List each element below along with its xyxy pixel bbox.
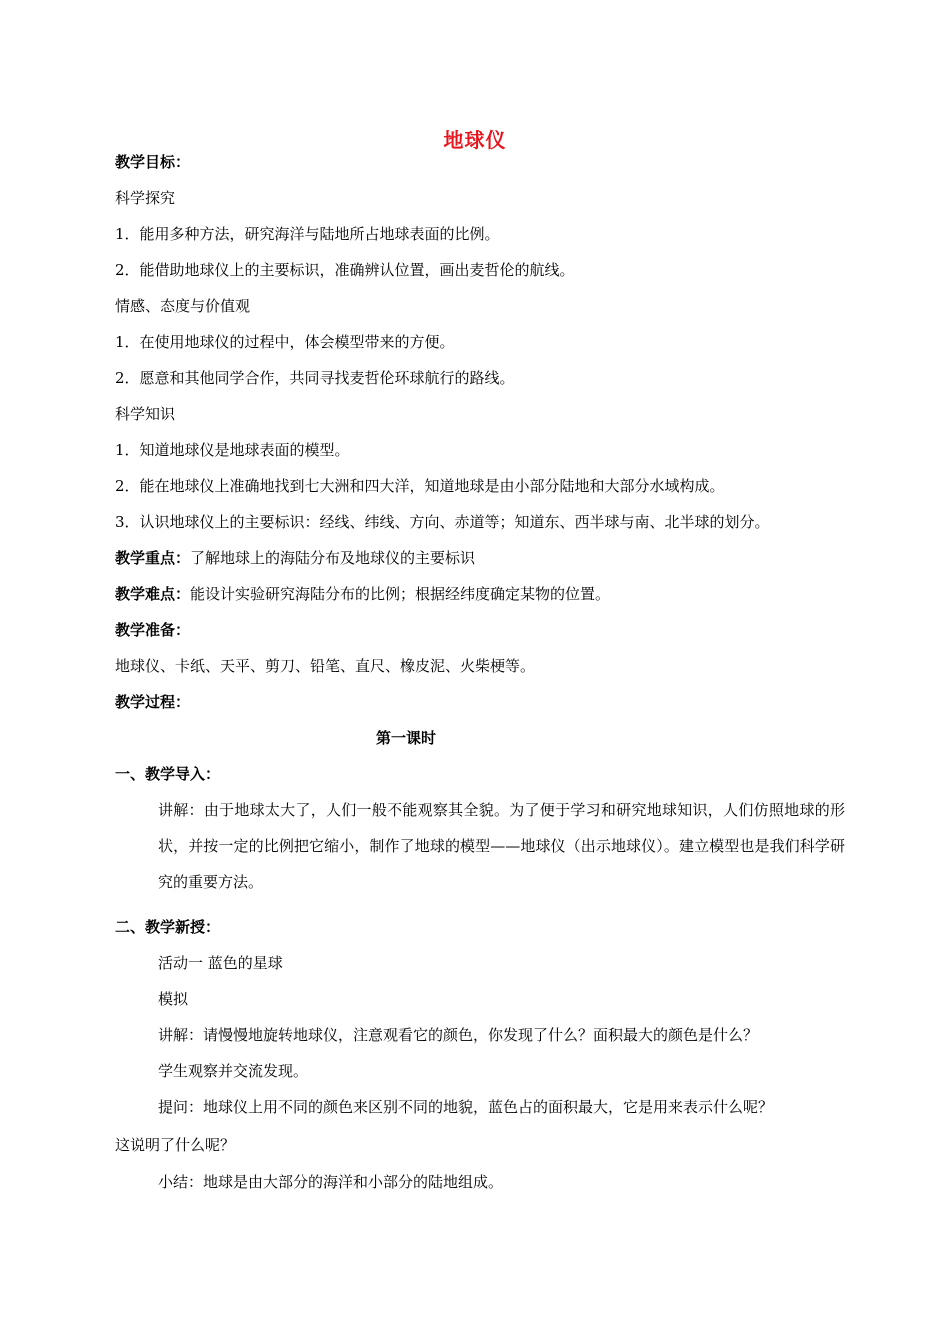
process-label: 教学过程： [115, 693, 191, 711]
key-point-label: 教学重点： [115, 549, 191, 567]
difficulty-text: 能设计实验研究海陆分布的比例；根据经纬度确定某物的位置。 [190, 585, 611, 603]
observe-text: 学生观察并交流发现。 [158, 1062, 309, 1080]
activity-title: 活动一 蓝色的星球 [158, 954, 283, 972]
explain-text: 讲解：请慢慢地旋转地球仪，注意观看它的颜色，你发现了什么？面积最大的颜色是什么？ [158, 1026, 759, 1044]
lesson-title: 第一课时 [375, 729, 436, 747]
list-item: 1．知道地球仪是地球表面的模型。 [115, 441, 350, 459]
objectives-heading: 教学目标： [115, 153, 191, 171]
list-item: 2．能借助地球仪上的主要标识，准确辨认位置，画出麦哲伦的航线。 [115, 261, 575, 279]
new-teaching-heading: 二、教学新授： [115, 918, 221, 936]
intro-text: 讲解：由于地球太大了，人们一般不能观察其全貌。为了便于学习和研究地球知识，人们仿照地球的形状，并按一定的比例把它缩小，制作了地球的模型——地球仪（出示地球仪）。建立模型也是我们科学研究的重要方法。 [158, 801, 845, 891]
list-item: 2．愿意和其他同学合作，共同寻找麦哲伦环球航行的路线。 [115, 369, 515, 387]
list-item: 2．能在地球仪上准确地找到七大洲和四大洋，知道地球是由小部分陆地和大部分水域构成。 [115, 477, 725, 495]
question-text: 提问：地球仪上用不同的颜色来区别不同的地貌，蓝色占的面积最大，它是用来表示什么呢？ [158, 1098, 774, 1116]
difficulty [115, 584, 845, 604]
difficulty-label: 教学难点： [115, 585, 191, 603]
document-title: 地球仪 [443, 128, 507, 152]
key-point-text: 了解地球上的海陆分布及地球仪的主要标识 [190, 549, 476, 567]
summary-text: 小结：地球是由大部分的海洋和小部分的陆地组成。 [158, 1173, 504, 1191]
attitude-label: 情感、态度与价值观 [115, 297, 251, 315]
knowledge-label: 科学知识 [115, 405, 176, 423]
preparation-label: 教学准备： [115, 621, 191, 639]
science-inquiry-label: 科学探究 [115, 189, 176, 207]
key-point [115, 548, 845, 568]
simulate-label: 模拟 [158, 990, 189, 1008]
list-item: 1．在使用地球仪的过程中，体会模型带来的方便。 [115, 333, 455, 351]
preparation-text: 地球仪、卡纸、天平、剪刀、铅笔、直尺、橡皮泥、火柴梗等。 [115, 657, 536, 675]
list-item: 1．能用多种方法，研究海洋与陆地所占地球表面的比例。 [115, 225, 500, 243]
list-item: 3．认识地球仪上的主要标识：经线、纬线、方向、赤道等；知道东、西半球与南、北半球的划分。 [115, 513, 770, 531]
question-text-continued: 这说明了什么呢？ [115, 1136, 236, 1154]
intro-paragraph [115, 792, 845, 900]
intro-heading: 一、教学导入： [115, 765, 221, 783]
